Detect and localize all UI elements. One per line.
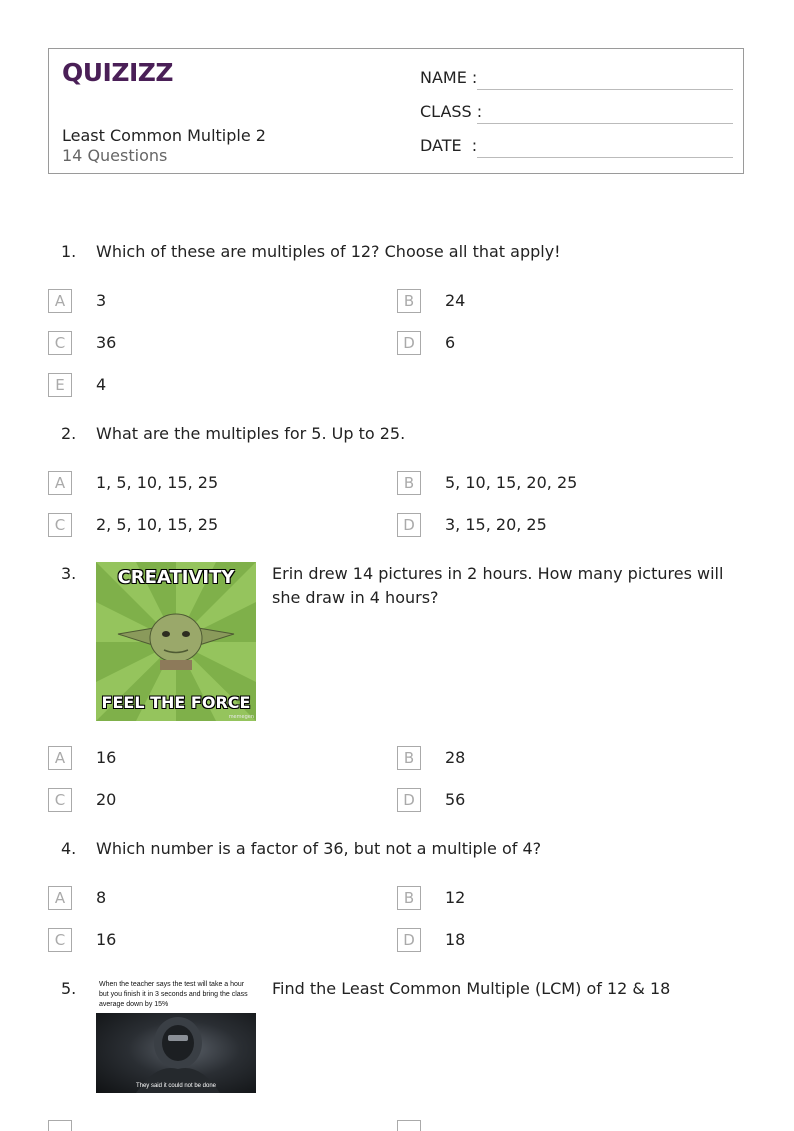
option-letter-box: D bbox=[397, 928, 421, 952]
name-field[interactable] bbox=[420, 66, 733, 90]
option-letter-box: B bbox=[397, 289, 421, 313]
name-line bbox=[477, 89, 733, 90]
option-text: 3, 15, 20, 25 bbox=[445, 515, 547, 534]
option-text: 1, 5, 10, 15, 25 bbox=[96, 473, 219, 492]
option-letter-box: A bbox=[48, 886, 72, 910]
option-text: 56 bbox=[445, 790, 466, 809]
name-label: NAME : bbox=[420, 68, 478, 87]
question-text: What are the multiples for 5. Up to 25. bbox=[96, 424, 406, 443]
option-letter-box: C bbox=[48, 513, 72, 537]
option-text: 24 bbox=[445, 291, 466, 310]
meme-bottom-text: They said it could not be done bbox=[135, 1083, 217, 1089]
meme-caption: When the teacher says the test will take a hour but you finish it in 3 seconds and bring the class average down by 15% bbox=[99, 981, 248, 1008]
class-field[interactable] bbox=[420, 100, 733, 124]
quizizz-logo: QUIZIZZ bbox=[62, 58, 174, 87]
class-label: CLASS : bbox=[420, 102, 483, 121]
option-letter-box: D bbox=[397, 331, 421, 355]
date-line bbox=[477, 157, 733, 158]
option-a-partial[interactable] bbox=[48, 1120, 72, 1131]
meme-top-text: CREATIVITY bbox=[117, 567, 235, 588]
option-letter-box: B bbox=[397, 471, 421, 495]
option-letter-box: A bbox=[48, 471, 72, 495]
question-number: 3. bbox=[61, 564, 77, 583]
worksheet-header bbox=[48, 48, 744, 174]
option-letter-box: D bbox=[397, 513, 421, 537]
option-text: 28 bbox=[445, 748, 466, 767]
class-line bbox=[477, 123, 733, 124]
option-letter-box: C bbox=[48, 331, 72, 355]
option-text: 4 bbox=[96, 375, 107, 394]
option-text: 20 bbox=[96, 790, 117, 809]
option-text: 6 bbox=[445, 333, 456, 352]
meme-photo bbox=[96, 1013, 256, 1093]
question-text: Which of these are multiples of 12? Choose all that apply! bbox=[96, 242, 561, 261]
option-letter-box: C bbox=[48, 928, 72, 952]
question-count: 14 Questions bbox=[62, 146, 168, 165]
question-text: Find the Least Common Multiple (LCM) of 12 & 18 bbox=[272, 979, 671, 998]
option-letter-box: B bbox=[397, 746, 421, 770]
option-text: 2, 5, 10, 15, 25 bbox=[96, 515, 219, 534]
worksheet-title: Least Common Multiple 2 bbox=[62, 126, 266, 145]
question-number: 4. bbox=[61, 839, 77, 858]
option-text: 36 bbox=[96, 333, 117, 352]
teacher-meme-image bbox=[96, 979, 256, 1093]
option-letter-box: A bbox=[48, 289, 72, 313]
option-text: 3 bbox=[96, 291, 107, 310]
option-text: 18 bbox=[445, 930, 466, 949]
option-letter-box: A bbox=[48, 746, 72, 770]
option-b-partial[interactable] bbox=[397, 1120, 421, 1131]
option-letter-box: B bbox=[397, 886, 421, 910]
option-text: 8 bbox=[96, 888, 107, 907]
yoda-meme-image bbox=[96, 562, 256, 721]
option-letter-box: E bbox=[48, 373, 72, 397]
soldier-silhouette bbox=[96, 1013, 256, 1093]
date-label: DATE : bbox=[420, 136, 478, 155]
option-text: 5, 10, 15, 20, 25 bbox=[445, 473, 578, 492]
question-number: 2. bbox=[61, 424, 77, 443]
option-text: 16 bbox=[96, 748, 117, 767]
meme-bottom-text: FEEL THE FORCE bbox=[101, 693, 251, 712]
option-text: 16 bbox=[96, 930, 117, 949]
date-field[interactable] bbox=[420, 134, 733, 158]
option-letter-box: D bbox=[397, 788, 421, 812]
meme-credit: memegen bbox=[228, 714, 254, 720]
option-letter-box: C bbox=[48, 788, 72, 812]
question-text: Erin drew 14 pictures in 2 hours. How many pictures will she draw in 4 hours? bbox=[272, 564, 724, 607]
question-number: 1. bbox=[61, 242, 77, 261]
option-text: 12 bbox=[445, 888, 466, 907]
question-number: 5. bbox=[61, 979, 77, 998]
question-text: Which number is a factor of 36, but not a multiple of 4? bbox=[96, 839, 542, 858]
